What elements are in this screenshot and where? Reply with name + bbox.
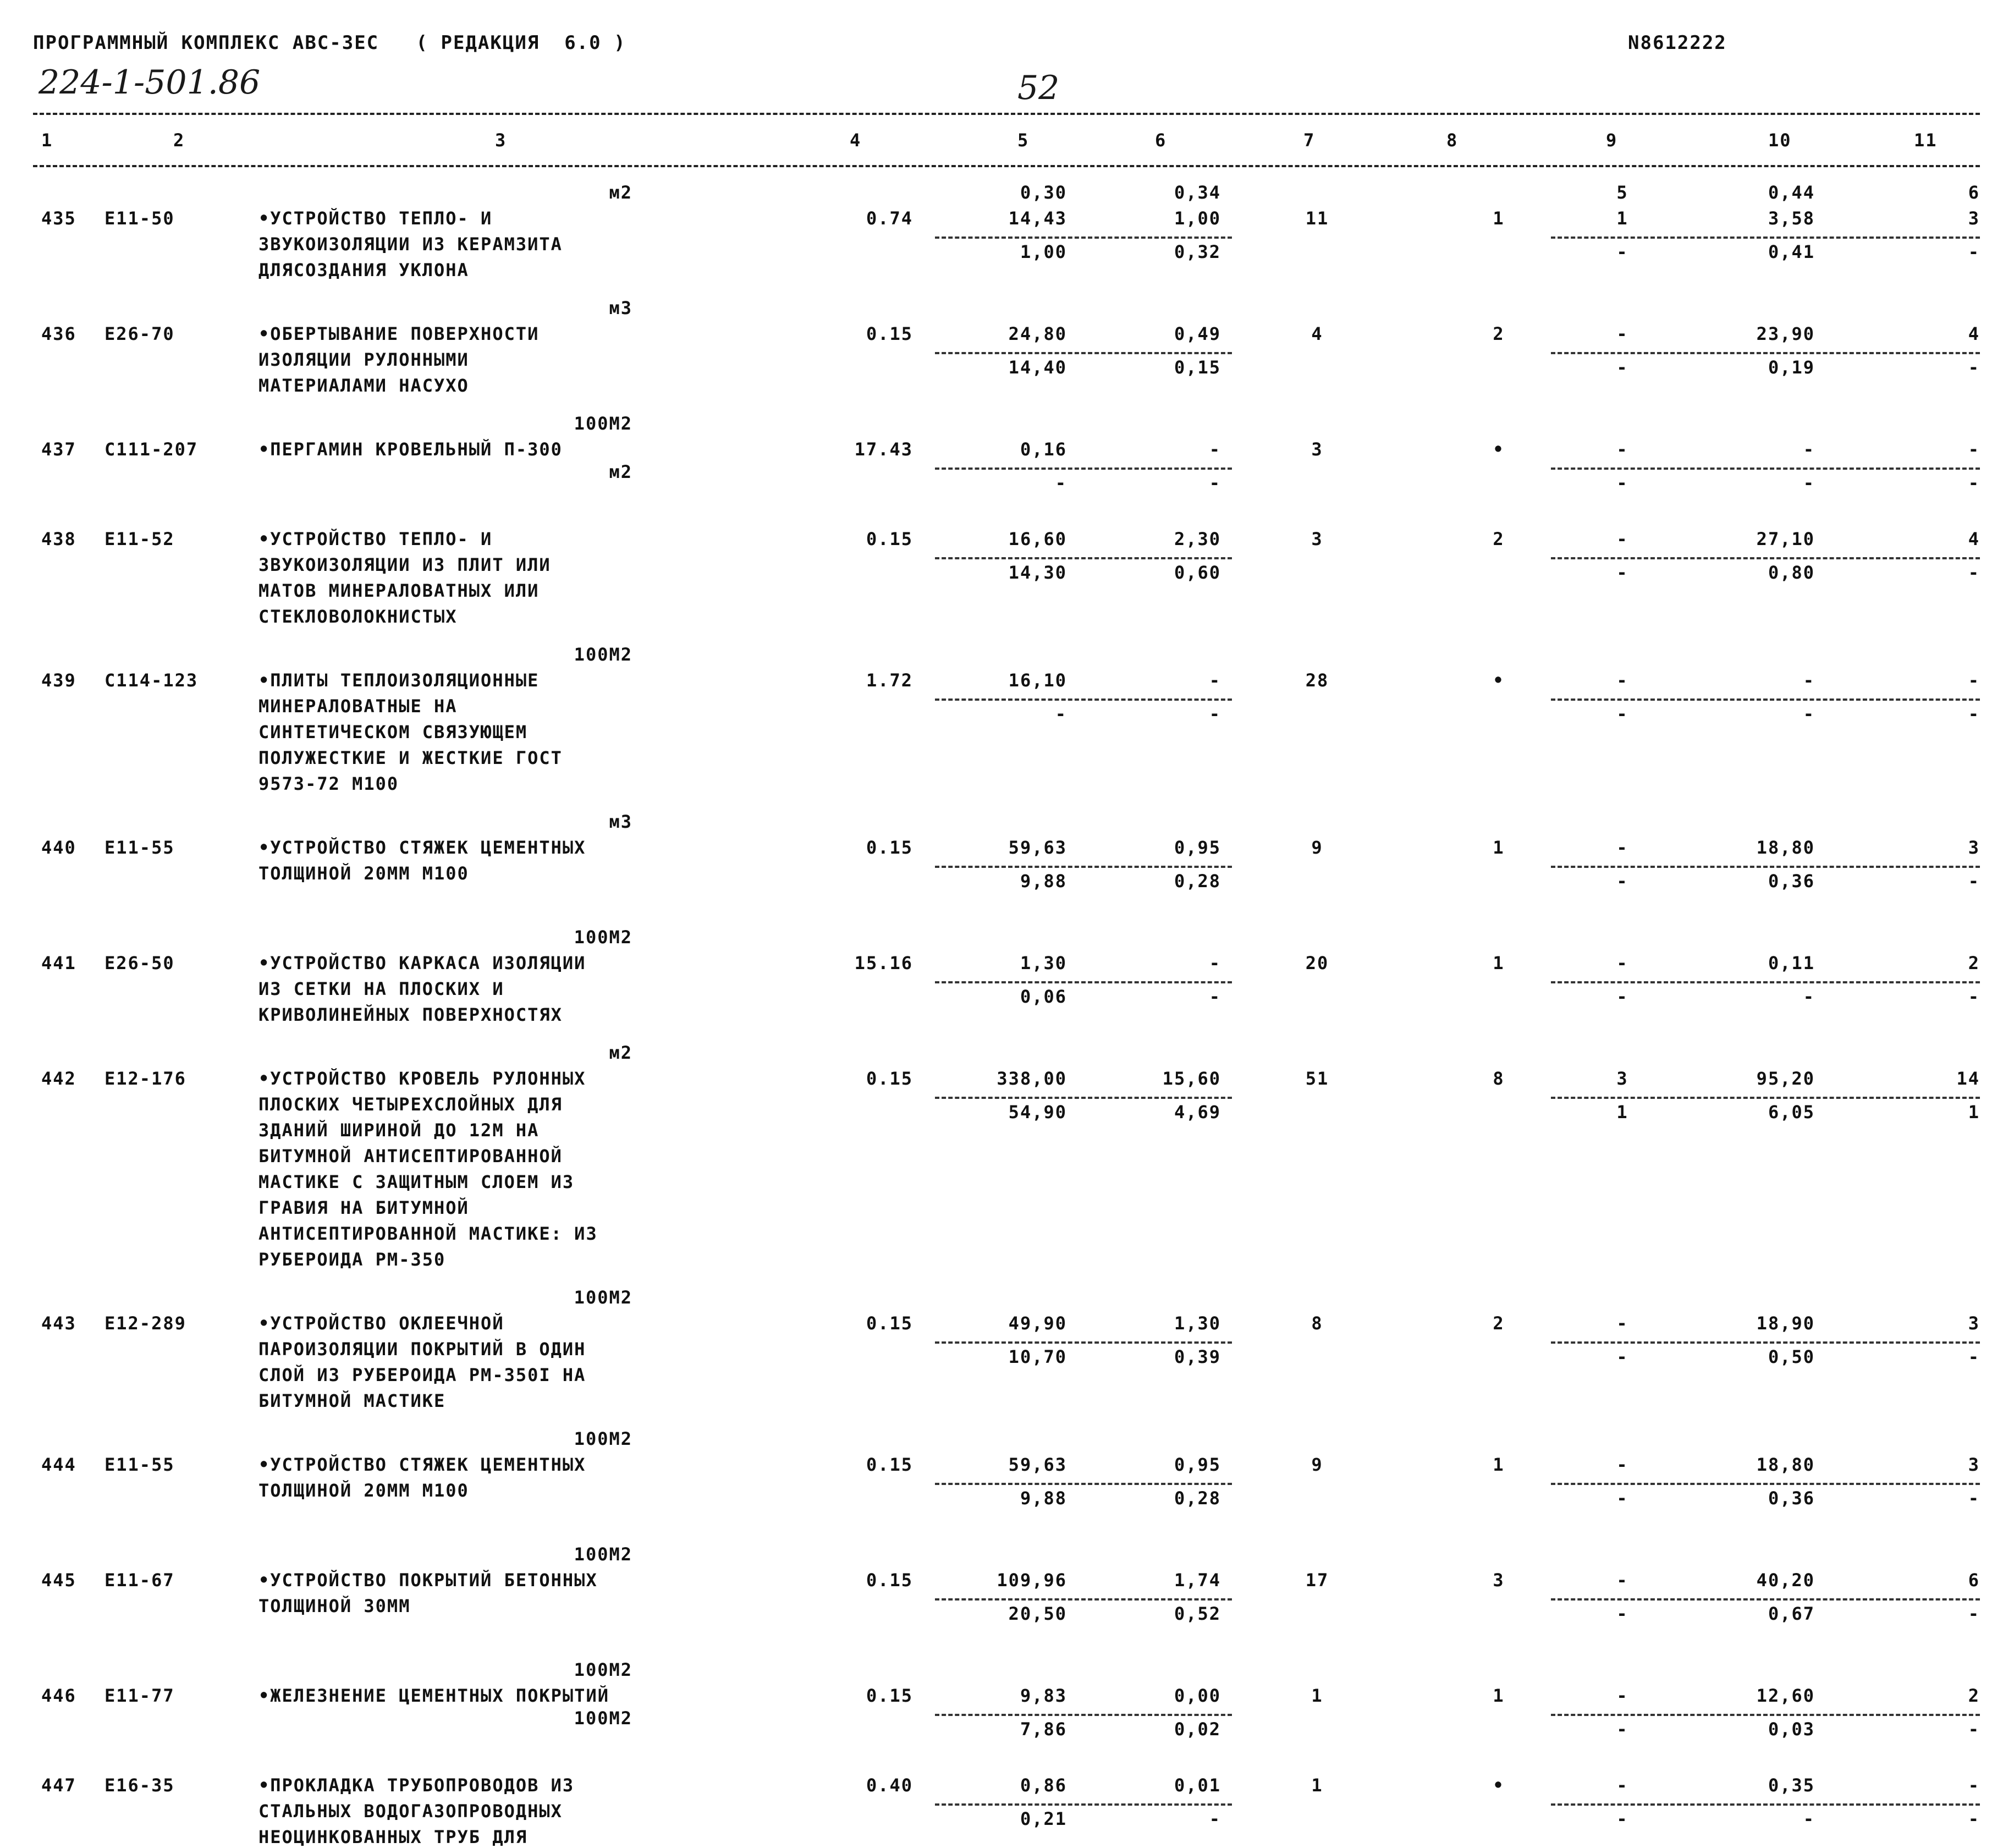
row-445-col9-sub: - (1616, 1603, 1628, 1624)
row-442-col7: 51 (1305, 1068, 1329, 1089)
row-436-col9-sub: - (1616, 357, 1628, 378)
row-438-col7: 3 (1311, 529, 1323, 549)
row-435-col11: 3 (1968, 208, 1980, 229)
row-435-col5-sub: 1,00 (1020, 241, 1067, 262)
column-header-4: 4 (850, 130, 862, 151)
row-447-col11-sub: - (1968, 1808, 1980, 1829)
row-437-col9-sub: - (1616, 472, 1628, 493)
row-446-number: 446 (41, 1685, 76, 1706)
row-437-separator-right (1551, 468, 1980, 470)
row-444-col8: 1 (1493, 1454, 1505, 1475)
row-439-description-line: •ПЛИТЫ ТЕПЛОИЗОЛЯЦИОННЫЕ (258, 670, 540, 691)
column-header-10: 10 (1768, 130, 1792, 151)
row-440-col6: 0,95 (1174, 837, 1221, 858)
row-440-col10-sub: 0,36 (1768, 871, 1815, 892)
row-445-col5: 109,96 (997, 1570, 1067, 1591)
row-438-description-line: ЗВУКОИЗОЛЯЦИИ ИЗ ПЛИТ ИЛИ (258, 554, 551, 575)
row-439-col11-sub: - (1968, 703, 1980, 724)
row-447-col9-sub: - (1616, 1808, 1628, 1829)
row-439-separator-right (1551, 698, 1980, 701)
project-number: 224-1-501.86 (38, 63, 261, 102)
row-441-col9: - (1616, 953, 1628, 974)
row-446-col6: 0,00 (1174, 1685, 1221, 1706)
row-447-col11: - (1968, 1775, 1980, 1796)
row-440-col11-sub: - (1968, 871, 1980, 892)
row-442-col11: 14 (1956, 1068, 1980, 1089)
row-439-description-line: 9573-72 М100 (258, 773, 399, 794)
row-435-code: Е11-50 (104, 208, 175, 229)
row-444-col4: 0.15 (866, 1454, 913, 1475)
row-447-separator-left (935, 1803, 1232, 1806)
row-437-col6: - (1209, 439, 1221, 460)
row-441-col10: 0,11 (1768, 953, 1815, 974)
row-446-separator-left (935, 1714, 1232, 1716)
row-442-col9-sub: 1 (1616, 1102, 1628, 1123)
row-447-col7: 1 (1311, 1775, 1323, 1796)
row-438-col9: - (1616, 529, 1628, 549)
row-442-unit: м2 (609, 1042, 632, 1063)
row-444-number: 444 (41, 1454, 76, 1475)
row-437-col10: - (1803, 439, 1815, 460)
row-445-col11-sub: - (1968, 1603, 1980, 1624)
row-441-description-line: ИЗ СЕТКИ НА ПЛОСКИХ И (258, 978, 504, 999)
row-435-col9: 1 (1616, 208, 1628, 229)
column-header-8: 8 (1446, 130, 1459, 151)
row-444-code: Е11-55 (104, 1454, 175, 1475)
row-440-col10: 18,80 (1756, 837, 1815, 858)
row-438-col11-sub: - (1968, 562, 1980, 583)
row-437-col7: 3 (1311, 439, 1323, 460)
row-436-col8: 2 (1493, 323, 1505, 344)
row-437-col5-sub: - (1055, 472, 1067, 493)
row-447-col5-sub: 0,21 (1020, 1808, 1067, 1829)
row-447-description-line: НЕОЦИНКОВАННЫХ ТРУБ ДЛЯ (258, 1827, 528, 1847)
row-445-col10-sub: 0,67 (1768, 1603, 1815, 1624)
row-444-col7: 9 (1311, 1454, 1323, 1475)
row-440-col6-sub: 0,28 (1174, 871, 1221, 892)
row-443-col5-sub: 10,70 (1008, 1346, 1067, 1367)
row-439-col9-sub: - (1616, 703, 1628, 724)
row-445-description-line: •УСТРОЙСТВО ПОКРЫТИЙ БЕТОННЫХ (258, 1570, 598, 1591)
row-447-col10: 0,35 (1768, 1775, 1815, 1796)
row-440-col4: 0.15 (866, 837, 913, 858)
row-446-description-line: •ЖЕЛЕЗНЕНИЕ ЦЕМЕНТНЫХ ПОКРЫТИЙ (258, 1685, 609, 1706)
row-445-col10: 40,20 (1756, 1570, 1815, 1591)
row-447-code: Е16-35 (104, 1775, 175, 1796)
row-447-col8: • (1493, 1775, 1505, 1796)
row-438-separator-right (1551, 557, 1980, 559)
row-437-description-line: •ПЕРГАМИН КРОВЕЛЬНЫЙ П-300 (258, 439, 563, 460)
row-443-separator-right (1551, 1341, 1980, 1344)
row-444-col10-sub: 0,36 (1768, 1488, 1815, 1509)
row-444-col5-sub: 9,88 (1020, 1488, 1067, 1509)
row-438-col5: 16,60 (1008, 529, 1067, 549)
row-435-col6-pre: 0,34 (1174, 182, 1221, 203)
row-443-col8: 2 (1493, 1313, 1505, 1334)
row-441-col11: 2 (1968, 953, 1980, 974)
row-439-col4: 1.72 (866, 670, 913, 691)
row-439-col8: • (1493, 670, 1505, 691)
row-440-col9-sub: - (1616, 871, 1628, 892)
row-435-col10: 3,58 (1768, 208, 1815, 229)
row-447-col4: 0.40 (866, 1775, 913, 1796)
row-444-col9-sub: - (1616, 1488, 1628, 1509)
row-435-description-line: ЗВУКОИЗОЛЯЦИИ ИЗ КЕРАМЗИТА (258, 234, 563, 255)
row-436-col9: - (1616, 323, 1628, 344)
row-436-col11-sub: - (1968, 357, 1980, 378)
row-435-unit: м2 (609, 182, 632, 203)
column-header-6: 6 (1155, 130, 1167, 151)
row-444-col10: 18,80 (1756, 1454, 1815, 1475)
row-440-number: 440 (41, 837, 76, 858)
row-440-col9: - (1616, 837, 1628, 858)
row-438-description-line: СТЕКЛОВОЛОКНИСТЫХ (258, 606, 458, 627)
row-445-code: Е11-67 (104, 1570, 175, 1591)
row-435-col6-sub: 0,32 (1174, 241, 1221, 262)
row-439-col11: - (1968, 670, 1980, 691)
program-header: ПРОГРАММНЫЙ КОМПЛЕКС АВС-3ЕС ( РЕДАКЦИЯ 6.0 ) (33, 32, 626, 54)
row-443-number: 443 (41, 1313, 76, 1334)
row-445-col6: 1,74 (1174, 1570, 1221, 1591)
row-442-separator-right (1551, 1097, 1980, 1099)
row-435-col7: 11 (1305, 208, 1329, 229)
row-443-col6: 1,30 (1174, 1313, 1221, 1334)
row-441-col10-sub: - (1803, 986, 1815, 1007)
row-436-separator-left (935, 352, 1232, 354)
row-445-number: 445 (41, 1570, 76, 1591)
row-443-col10-sub: 0,50 (1768, 1346, 1815, 1367)
row-437-col5: 0,16 (1020, 439, 1067, 460)
row-441-description-line: •УСТРОЙСТВО КАРКАСА ИЗОЛЯЦИИ (258, 953, 586, 974)
row-439-col5-sub: - (1055, 703, 1067, 724)
row-441-separator-right (1551, 981, 1980, 983)
row-438-code: Е11-52 (104, 529, 175, 549)
row-446-col8: 1 (1493, 1685, 1505, 1706)
row-443-col4: 0.15 (866, 1313, 913, 1334)
row-438-col6-sub: 0,60 (1174, 562, 1221, 583)
row-447-col5: 0,86 (1020, 1775, 1067, 1796)
row-435-col8: 1 (1493, 208, 1505, 229)
row-446-col11: 2 (1968, 1685, 1980, 1706)
row-446-col9-sub: - (1616, 1719, 1628, 1740)
row-438-col10: 27,10 (1756, 529, 1815, 549)
row-440-col7: 9 (1311, 837, 1323, 858)
row-444-description-line: ТОЛЩИНОЙ 20ММ М100 (258, 1480, 469, 1501)
row-436-col4: 0.15 (866, 323, 913, 344)
column-header-1: 1 (41, 130, 53, 151)
row-444-col6-sub: 0,28 (1174, 1488, 1221, 1509)
row-441-unit: 100М2 (574, 927, 632, 948)
row-438-col11: 4 (1968, 529, 1980, 549)
row-439-col6: - (1209, 670, 1221, 691)
row-436-description-line: •ОБЕРТЫВАНИЕ ПОВЕРХНОСТИ (258, 323, 540, 344)
row-446-col5: 9,83 (1020, 1685, 1067, 1706)
row-445-col7: 17 (1305, 1570, 1329, 1591)
row-443-col9: - (1616, 1313, 1628, 1334)
row-446-col10-sub: 0,03 (1768, 1719, 1815, 1740)
row-444-col6: 0,95 (1174, 1454, 1221, 1475)
row-445-col9: - (1616, 1570, 1628, 1591)
row-442-code: Е12-176 (104, 1068, 186, 1089)
row-439-col10: - (1803, 670, 1815, 691)
row-436-col10-sub: 0,19 (1768, 357, 1815, 378)
row-440-code: Е11-55 (104, 837, 175, 858)
row-442-description-line: ЗДАНИЙ ШИРИНОЙ ДО 12М НА (258, 1120, 540, 1141)
row-438-col9-sub: - (1616, 562, 1628, 583)
row-439-col5: 16,10 (1008, 670, 1067, 691)
row-439-number: 439 (41, 670, 76, 691)
row-444-separator-left (935, 1483, 1232, 1485)
row-441-col6: - (1209, 953, 1221, 974)
row-442-col9: 3 (1616, 1068, 1628, 1089)
row-435-col10-sub: 0,41 (1768, 241, 1815, 262)
row-445-col4: 0.15 (866, 1570, 913, 1591)
row-440-separator-left (935, 866, 1232, 868)
row-439-code: С114-123 (104, 670, 199, 691)
row-444-col9: - (1616, 1454, 1628, 1475)
row-436-unit: м3 (609, 298, 632, 318)
row-447-description-line: СТАЛЬНЫХ ВОДОГАЗОПРОВОДНЫХ (258, 1801, 563, 1822)
row-440-separator-right (1551, 866, 1980, 868)
row-442-description-line: АНТИСЕПТИРОВАННОЙ МАСТИКЕ: ИЗ (258, 1223, 598, 1244)
row-443-description-line: ПАРОИЗОЛЯЦИИ ПОКРЫТИЙ В ОДИН (258, 1339, 586, 1360)
column-header-3: 3 (495, 130, 507, 151)
row-435-col6: 1,00 (1174, 208, 1221, 229)
row-445-separator-left (935, 1598, 1232, 1601)
row-440-unit: м3 (609, 811, 632, 832)
row-445-col5-sub: 20,50 (1008, 1603, 1067, 1624)
row-437-col10-sub: - (1803, 472, 1815, 493)
row-437-unit: 100М2 (574, 413, 632, 434)
row-443-description-line: БИТУМНОЙ МАСТИКЕ (258, 1390, 446, 1411)
row-442-col8: 8 (1493, 1068, 1505, 1089)
row-442-description-line: БИТУМНОЙ АНТИСЕПТИРОВАННОЙ (258, 1146, 563, 1167)
column-header-9: 9 (1606, 130, 1618, 151)
row-437-unit2: м2 (609, 461, 632, 482)
row-442-separator-left (935, 1097, 1232, 1099)
row-436-separator-right (1551, 352, 1980, 354)
row-441-col5-sub: 0,06 (1020, 986, 1067, 1007)
row-443-code: Е12-289 (104, 1313, 186, 1334)
row-445-description-line: ТОЛЩИНОЙ 30ММ (258, 1596, 411, 1616)
row-439-description-line: ПОЛУЖЕСТКИЕ И ЖЕСТКИЕ ГОСТ (258, 747, 563, 768)
row-438-description-line: МАТОВ МИНЕРАЛОВАТНЫХ ИЛИ (258, 580, 540, 601)
row-440-col8: 1 (1493, 837, 1505, 858)
row-445-col8: 3 (1493, 1570, 1505, 1591)
row-444-col11: 3 (1968, 1454, 1980, 1475)
row-435-col11-sub: - (1968, 241, 1980, 262)
row-436-col10: 23,90 (1756, 323, 1815, 344)
row-446-col7: 1 (1311, 1685, 1323, 1706)
row-439-description-line: МИНЕРАЛОВАТНЫЕ НА (258, 696, 458, 717)
row-439-separator-left (935, 698, 1232, 701)
row-445-unit: 100М2 (574, 1544, 632, 1565)
row-443-col9-sub: - (1616, 1346, 1628, 1367)
row-435-description-line: •УСТРОЙСТВО ТЕПЛО- И (258, 208, 493, 229)
row-435-description-line: ДЛЯСОЗДАНИЯ УКЛОНА (258, 260, 469, 280)
row-447-separator-right (1551, 1803, 1980, 1806)
row-440-description-line: •УСТРОЙСТВО СТЯЖЕК ЦЕМЕНТНЫХ (258, 837, 586, 858)
row-438-col6: 2,30 (1174, 529, 1221, 549)
row-442-col5-sub: 54,90 (1008, 1102, 1067, 1123)
row-442-description-line: РУБЕРОИДА РМ-350 (258, 1249, 446, 1270)
row-443-separator-left (935, 1341, 1232, 1344)
row-435-number: 435 (41, 208, 76, 229)
row-435-col5-pre: 0,30 (1020, 182, 1067, 203)
row-436-col6-sub: 0,15 (1174, 357, 1221, 378)
row-446-separator-right (1551, 1714, 1980, 1716)
row-445-separator-right (1551, 1598, 1980, 1601)
row-436-col7: 4 (1311, 323, 1323, 344)
row-444-unit: 100М2 (574, 1428, 632, 1449)
row-443-col10: 18,90 (1756, 1313, 1815, 1334)
row-436-number: 436 (41, 323, 76, 344)
row-438-separator-left (935, 557, 1232, 559)
row-442-description-line: ГРАВИЯ НА БИТУМНОЙ (258, 1197, 469, 1218)
row-441-col8: 1 (1493, 953, 1505, 974)
row-437-col11-sub: - (1968, 472, 1980, 493)
row-437-code: С111-207 (104, 439, 199, 460)
row-442-col10: 95,20 (1756, 1068, 1815, 1089)
row-443-col7: 8 (1311, 1313, 1323, 1334)
row-437-col6-sub: - (1209, 472, 1221, 493)
row-439-col10-sub: - (1803, 703, 1815, 724)
row-443-col6-sub: 0,39 (1174, 1346, 1221, 1367)
row-441-col9-sub: - (1616, 986, 1628, 1007)
row-443-unit: 100М2 (574, 1287, 632, 1308)
row-442-col6-sub: 4,69 (1174, 1102, 1221, 1123)
row-446-unit2: 100М2 (574, 1708, 632, 1729)
row-442-col5: 338,00 (997, 1068, 1067, 1089)
row-441-number: 441 (41, 953, 76, 974)
row-435-col11-pre: 6 (1968, 182, 1980, 203)
row-443-col11: 3 (1968, 1313, 1980, 1334)
row-438-number: 438 (41, 529, 76, 549)
column-header-5: 5 (1017, 130, 1030, 151)
row-441-code: Е26-50 (104, 953, 175, 974)
row-435-col9-pre: 5 (1616, 182, 1628, 203)
header-rule-top (33, 113, 1980, 115)
row-441-col7: 20 (1305, 953, 1329, 974)
row-444-col11-sub: - (1968, 1488, 1980, 1509)
row-437-col9: - (1616, 439, 1628, 460)
row-441-separator-left (935, 981, 1232, 983)
row-446-code: Е11-77 (104, 1685, 175, 1706)
row-440-description-line: ТОЛЩИНОЙ 20ММ М100 (258, 863, 469, 884)
row-435-col4: 0.74 (866, 208, 913, 229)
row-446-col9: - (1616, 1685, 1628, 1706)
row-438-col8: 2 (1493, 529, 1505, 549)
row-447-col9: - (1616, 1775, 1628, 1796)
row-435-separator-right (1551, 237, 1980, 239)
column-header-2: 2 (173, 130, 185, 151)
row-437-number: 437 (41, 439, 76, 460)
row-436-code: Е26-70 (104, 323, 175, 344)
row-446-col6-sub: 0,02 (1174, 1719, 1221, 1740)
row-443-description-line: •УСТРОЙСТВО ОКЛЕЕЧНОЙ (258, 1313, 504, 1334)
row-437-col4: 17.43 (854, 439, 913, 460)
row-440-col11: 3 (1968, 837, 1980, 858)
row-443-col5: 49,90 (1008, 1313, 1067, 1334)
row-440-col5-sub: 9,88 (1020, 871, 1067, 892)
row-445-col6-sub: 0,52 (1174, 1603, 1221, 1624)
row-440-col5: 59,63 (1008, 837, 1067, 858)
column-header-11: 11 (1914, 130, 1938, 151)
row-439-col7: 28 (1305, 670, 1329, 691)
row-444-separator-right (1551, 1483, 1980, 1485)
row-445-col11: 6 (1968, 1570, 1980, 1591)
row-444-col5: 59,63 (1008, 1454, 1067, 1475)
row-446-col10: 12,60 (1756, 1685, 1815, 1706)
row-443-col11-sub: - (1968, 1346, 1980, 1367)
row-442-col10-sub: 6,05 (1768, 1102, 1815, 1123)
row-437-col8: • (1493, 439, 1505, 460)
row-447-col6-sub: - (1209, 1808, 1221, 1829)
row-442-col4: 0.15 (866, 1068, 913, 1089)
row-439-col6-sub: - (1209, 703, 1221, 724)
row-443-description-line: СЛОЙ ИЗ РУБЕРОИДА РМ-350I НА (258, 1365, 586, 1385)
row-437-separator-left (935, 468, 1232, 470)
row-439-unit: 100М2 (574, 644, 632, 665)
row-446-col4: 0.15 (866, 1685, 913, 1706)
row-439-description-line: СИНТЕТИЧЕСКОМ СВЯЗУЮЩЕМ (258, 722, 528, 743)
row-447-number: 447 (41, 1775, 76, 1796)
row-435-col5: 14,43 (1008, 208, 1067, 229)
row-441-col11-sub: - (1968, 986, 1980, 1007)
row-438-description-line: •УСТРОЙСТВО ТЕПЛО- И (258, 529, 493, 549)
row-439-col9: - (1616, 670, 1628, 691)
row-438-col5-sub: 14,30 (1008, 562, 1067, 583)
row-444-description-line: •УСТРОЙСТВО СТЯЖЕК ЦЕМЕНТНЫХ (258, 1454, 586, 1475)
row-442-col11-sub: 1 (1968, 1102, 1980, 1123)
row-435-col9-sub: - (1616, 241, 1628, 262)
row-438-col10-sub: 0,80 (1768, 562, 1815, 583)
column-header-7: 7 (1303, 130, 1316, 151)
row-446-col11-sub: - (1968, 1719, 1980, 1740)
row-435-col10-pre: 0,44 (1768, 182, 1815, 203)
row-447-description-line: •ПРОКЛАДКА ТРУБОПРОВОДОВ ИЗ (258, 1775, 575, 1796)
row-442-col6: 15,60 (1162, 1068, 1221, 1089)
row-442-description-line: •УСТРОЙСТВО КРОВЕЛЬ РУЛОННЫХ (258, 1068, 586, 1089)
row-436-description-line: ИЗОЛЯЦИИ РУЛОННЫМИ (258, 349, 469, 370)
row-441-col4: 15.16 (854, 953, 913, 974)
row-436-col11: 4 (1968, 323, 1980, 344)
row-436-col5: 24,80 (1008, 323, 1067, 344)
page-number: 52 (1017, 69, 1060, 107)
row-446-col5-sub: 7,86 (1020, 1719, 1067, 1740)
row-436-col6: 0,49 (1174, 323, 1221, 344)
row-441-col5: 1,30 (1020, 953, 1067, 974)
row-437-col11: - (1968, 439, 1980, 460)
row-442-number: 442 (41, 1068, 76, 1089)
header-rule-bottom (33, 165, 1980, 167)
row-441-col6-sub: - (1209, 986, 1221, 1007)
row-447-col6: 0,01 (1174, 1775, 1221, 1796)
row-436-col5-sub: 14,40 (1008, 357, 1067, 378)
row-435-separator-left (935, 237, 1232, 239)
row-446-unit: 100М2 (574, 1659, 632, 1680)
row-442-description-line: МАСТИКЕ С ЗАЩИТНЫМ СЛОЕМ ИЗ (258, 1172, 575, 1192)
document-code: N8612222 (1628, 32, 1727, 54)
row-438-col4: 0.15 (866, 529, 913, 549)
row-441-description-line: КРИВОЛИНЕЙНЫХ ПОВЕРХНОСТЯХ (258, 1004, 563, 1025)
row-436-description-line: МАТЕРИАЛАМИ НАСУХО (258, 375, 469, 396)
row-447-col10-sub: - (1803, 1808, 1815, 1829)
row-442-description-line: ПЛОСКИХ ЧЕТЫРЕХСЛОЙНЫХ ДЛЯ (258, 1094, 563, 1115)
